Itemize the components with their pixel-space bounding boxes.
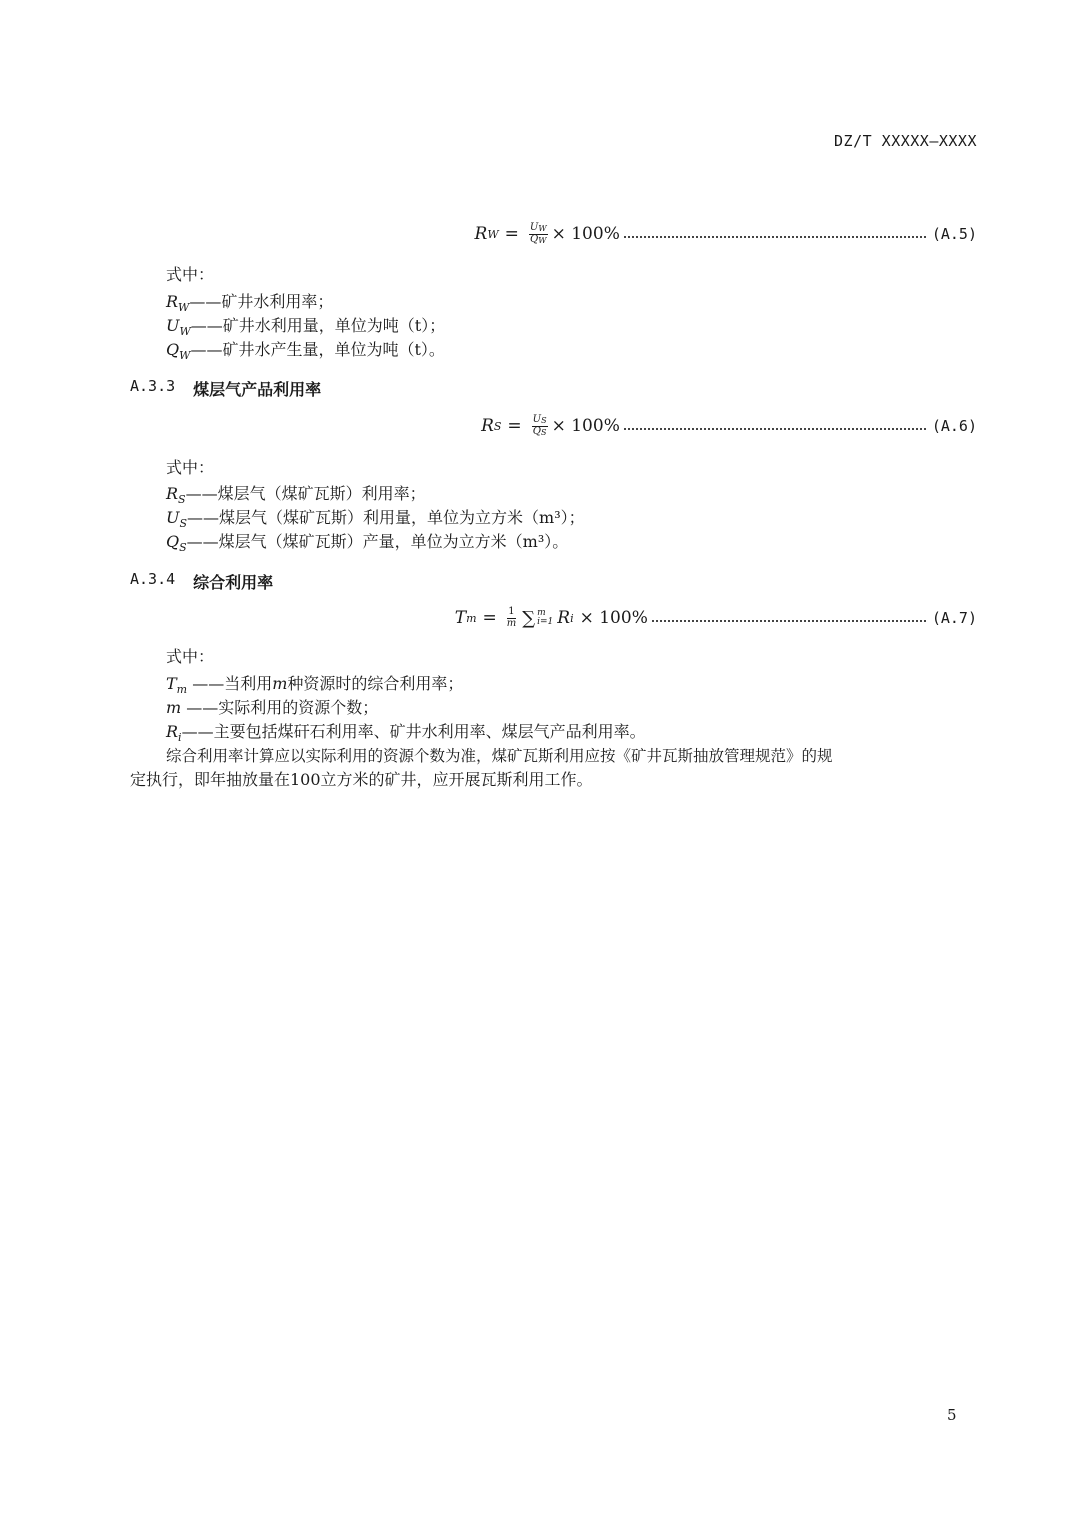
fraction: $\frac{U_S}{Q_S}$ [532,414,547,437]
definitions-a7 [130,672,1016,744]
def-row: m ——实际利用的资源个数； [166,698,379,717]
def-row: $U_W——$矿井水利用量，单位为吨（t）； [166,316,446,339]
definitions-a6 [130,482,1016,554]
where-a7: 式中： [166,647,215,666]
section-heading-a33: A.3.3 煤层气产品利用率 [130,377,322,399]
leader-dots [652,610,926,622]
def-row: $R_i——$主要包括煤矸石利用率、矿井水利用率、煤层气产品利用率。 [166,722,646,745]
equation-a7 [130,598,977,638]
def-row: $T_m$ ——当利用m种资源时的综合利用率； [166,674,464,697]
equation-number: (A.5) [931,225,977,243]
document-code: DZ/T XXXXX—XXXX [834,132,977,150]
note-paragraph [130,744,980,792]
def-row: $U_S——$煤层气（煤矿瓦斯）利用量，单位为立方米（m³）； [166,508,585,531]
sum-limits: m i=1 [537,608,554,627]
equation-number: (A.7) [931,609,977,627]
formula-a7: T m = $\frac{1}{m}$ ∑ m i=1 R i × 100% [454,606,648,629]
fraction: $\frac{U_W}{Q_W}$ [529,222,547,245]
equation-number: (A.6) [931,417,977,435]
section-heading-a34: A.3.4 综合利用率 [130,570,274,592]
note-line-2: 定执行，即年抽放量在100立方米的矿井，应开展瓦斯利用工作。 [130,770,593,789]
def-row: $Q_S——$煤层气（煤矿瓦斯）产量，单位为立方米（m³）。 [166,532,569,555]
formula-a6: R S = $\frac{U_S}{Q_S}$ × 100% [481,414,620,437]
page-number: 5 [947,1406,957,1424]
sum-symbol: ∑ [522,607,536,629]
def-row: $R_S——$煤层气（煤矿瓦斯）利用率； [166,484,426,507]
where-a6: 式中： [166,458,215,477]
def-row: $R_W——$矿井水利用率； [166,292,334,315]
where-a5: 式中： [166,265,215,284]
formula-a5: R W = $\frac{U_W}{Q_W}$ × 100% [474,222,620,245]
leader-dots [624,226,926,238]
note-line-1: 综合利用率计算应以实际利用的资源个数为准，煤矿瓦斯利用应按《矿井瓦斯抽放管理规范》的规 [166,747,833,765]
fraction: $\frac{1}{m}$ [506,606,517,629]
definitions-a5 [130,290,1016,362]
def-row: $Q_W——$矿井水产生量，单位为吨（t）。 [166,340,445,363]
leader-dots [624,418,926,430]
equation-a6 [130,406,977,446]
equation-a5 [130,214,977,254]
